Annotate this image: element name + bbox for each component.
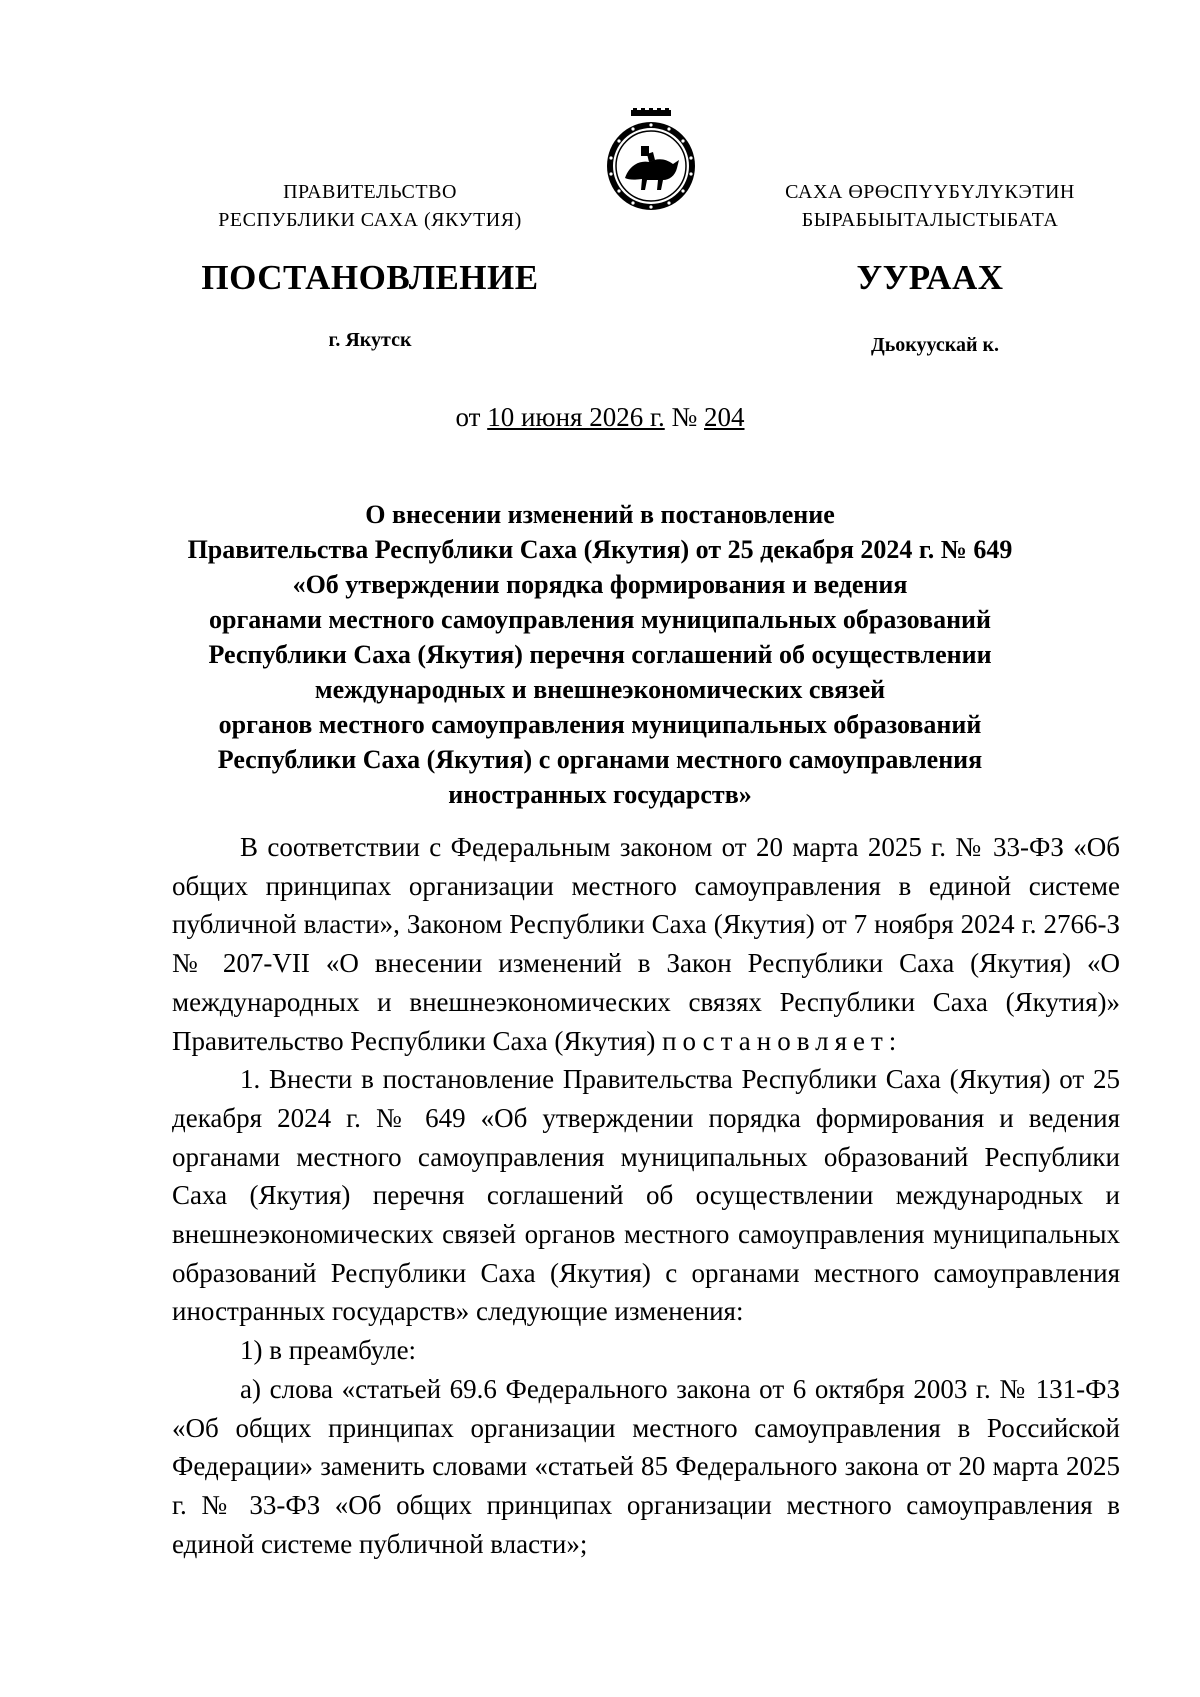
document-type-ru: ПОСТАНОВЛЕНИЕ: [201, 258, 539, 297]
organization-name-sah-line1: САХА ӨРӨСПҮҮБҮЛҮКЭТИН: [785, 181, 1075, 203]
city-ru: г. Якутск: [328, 329, 412, 351]
organization-name-sah: [740, 178, 1120, 234]
document-number: 204: [704, 402, 745, 432]
document-date: 10 июня 2026 г.: [487, 402, 665, 432]
dateline-prefix: от: [455, 402, 481, 432]
subitem-1-paragraph: 1) в преамбуле:: [240, 1335, 417, 1366]
preamble-paragraph: [172, 828, 1120, 1060]
item-1-paragraph: 1. Внести в постановление Правительства Республики Саха (Якутия) от 25 декабря 2024 г. № 649 «Об утверждении порядка формирования и ведения органами местного самоуправления муниципальных образований Республики Саха (Якутия) перечня соглашений об осуществлении международных и внешнеэкономических связей органов местного самоуправления муниципальных образований Республики Саха (Якутия) с органами местного самоуправления иностранных государств» следующие изменения:: [172, 1064, 1120, 1327]
document-dateline: [300, 400, 900, 434]
organization-name-ru-line2: РЕСПУБЛИКИ САХА (ЯКУТИЯ): [218, 209, 522, 231]
title-line: органов местного самоуправления муниципальных образований: [218, 710, 982, 739]
document-type-sah: УУРААХ: [856, 258, 1004, 297]
organization-name-sah-line2: БЫРАБЫЫТАЛЫСТЫБАТА: [801, 209, 1059, 231]
title-line: «Об утверждении порядка формирования и ведения: [292, 570, 908, 599]
document-title: [150, 497, 1050, 812]
subitem-a-paragraph: а) слова «статьей 69.6 Федерального закона от 6 октября 2003 г. № 131-ФЗ «Об общих принципах организации местного самоуправления в Российской Федерации» заменить словами «статьей 85 Федерального закона от 20 марта 2025 г. № 33-ФЗ «Об общих принципах организации местного самоуправления в единой системе публичной власти»;: [172, 1373, 1120, 1559]
title-line: иностранных государств»: [448, 780, 752, 809]
title-line: Республики Саха (Якутия) с органами местного самоуправления: [217, 745, 983, 774]
title-line: международных и внешнеэкономических связей: [314, 675, 886, 704]
title-line: Правительства Республики Саха (Якутия) от 25 декабря 2024 г. № 649: [187, 535, 1013, 564]
title-line: органами местного самоуправления муниципальных образований: [208, 605, 992, 634]
resolution-verb: постановляет:: [662, 1025, 903, 1056]
title-line: Республики Саха (Якутия) перечня соглашений об осуществлении: [208, 640, 992, 669]
organization-name-ru: [180, 178, 560, 234]
organization-name-ru-line1: ПРАВИТЕЛЬСТВО: [283, 181, 457, 203]
document-body: [172, 828, 1120, 1563]
coat-of-arms-emblem-icon: [603, 108, 699, 222]
city-sah: Дьокуускай к.: [870, 334, 1000, 356]
title-line: О внесении изменений в постановление: [365, 500, 835, 529]
preamble-text: В соответствии с Федеральным законом от 20 марта 2025 г. № 33-ФЗ «Об общих принципах организации местного самоуправления в единой системе публичной власти», Законом Республики Саха (Якутия) от 7 ноября 2024 г. 2766-З № 207-VII «О внесении изменений в Закон Республики Саха (Якутия) «О международных и внешнеэкономических связях Республики Саха (Якутия)» Правительство Республики Саха (Якутия): [172, 832, 1120, 1056]
number-sign: №: [671, 402, 698, 432]
